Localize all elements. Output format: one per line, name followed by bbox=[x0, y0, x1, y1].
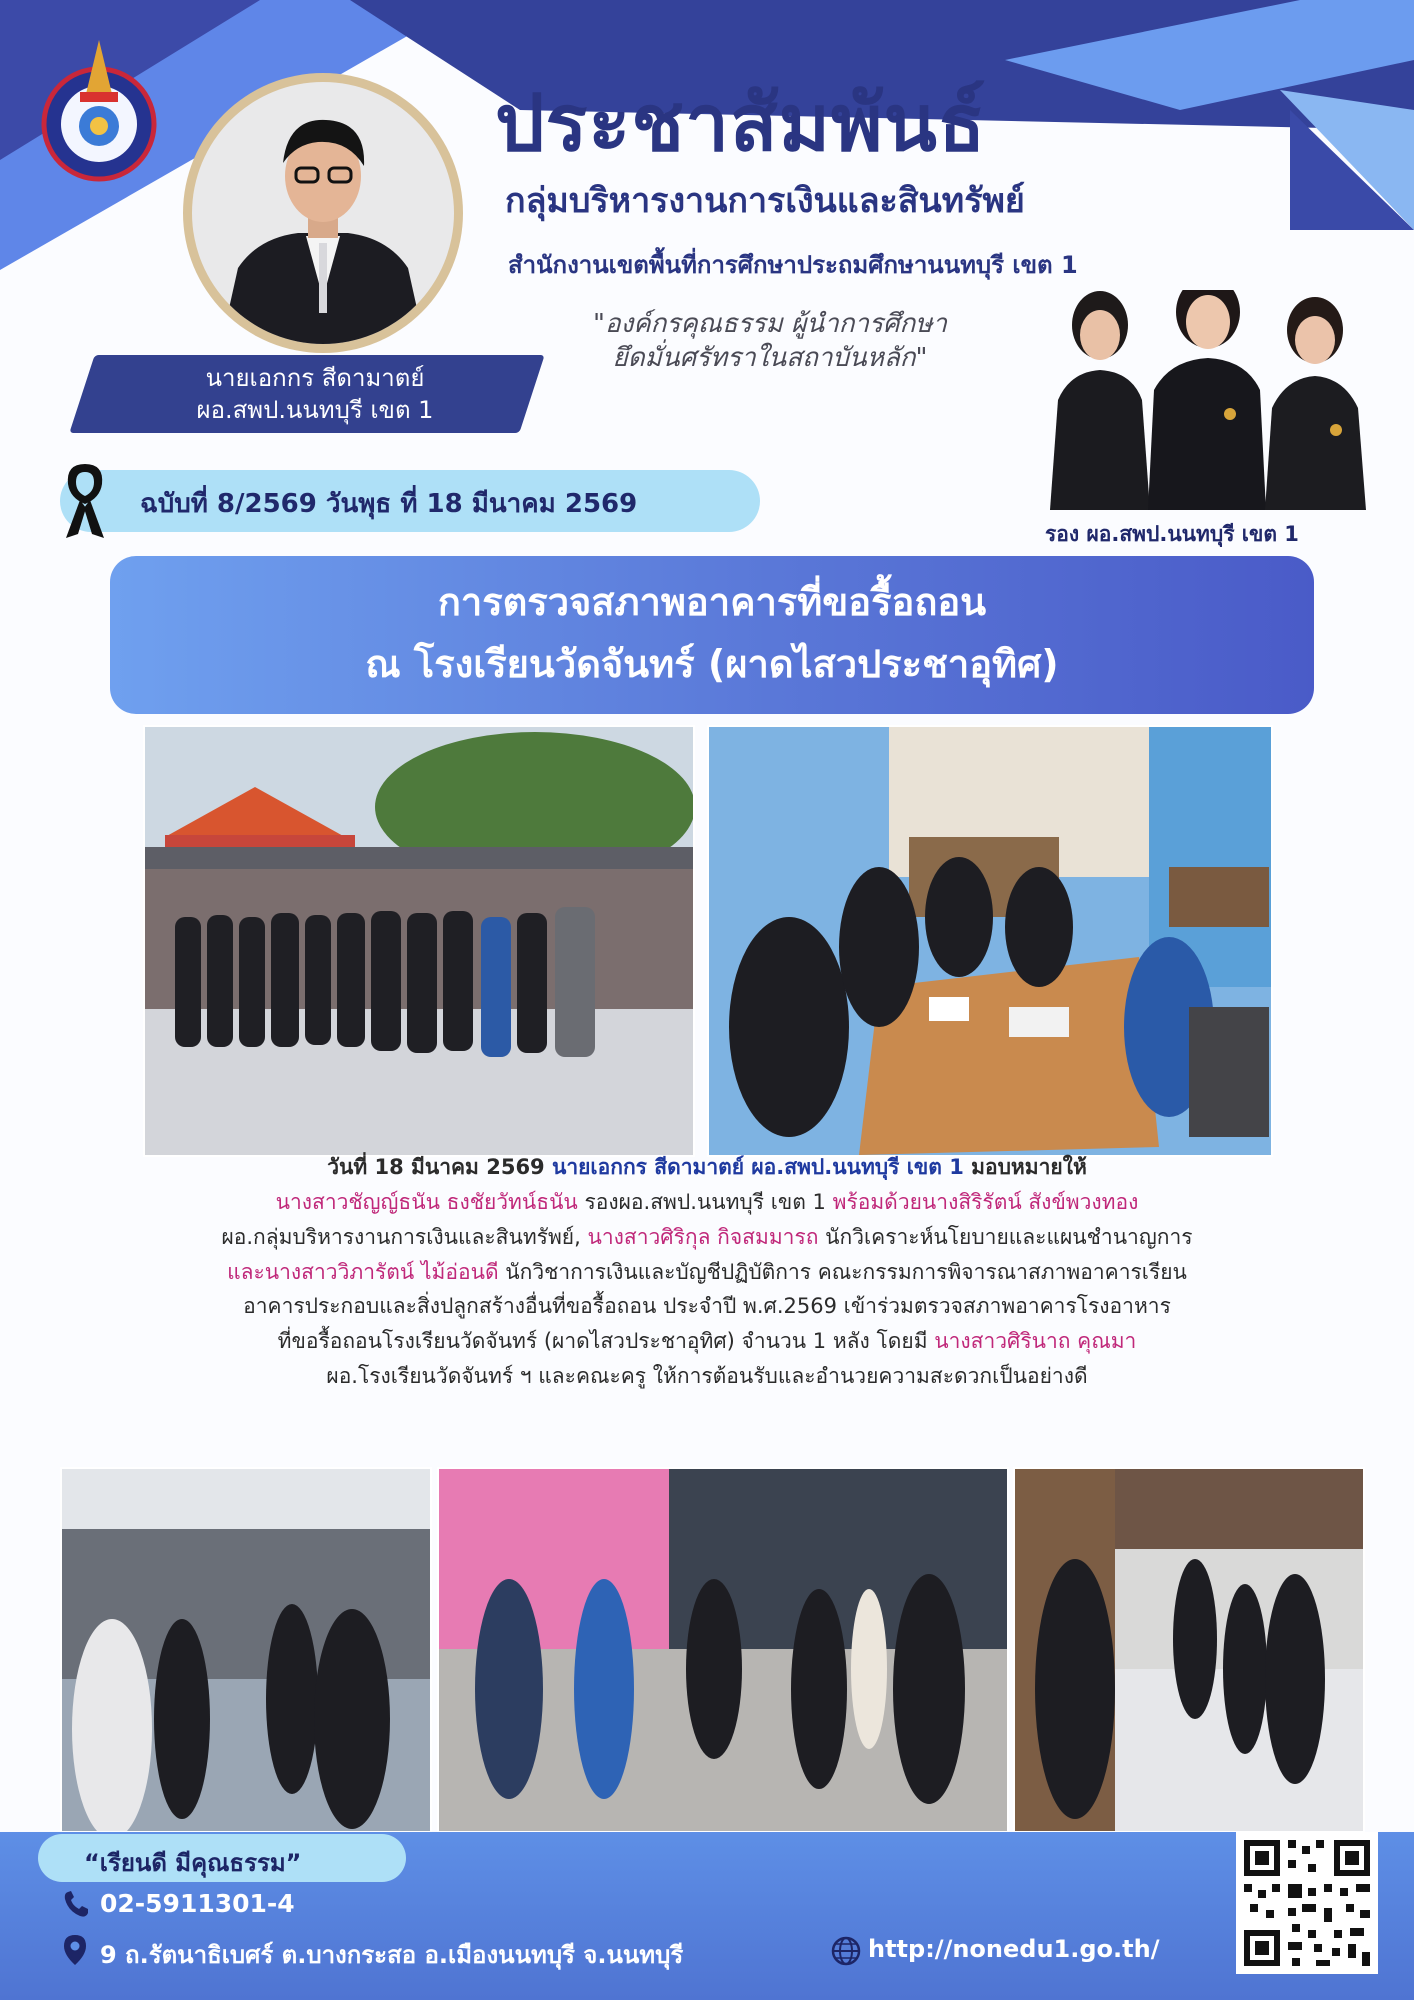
motto bbox=[560, 308, 980, 376]
deputies-photo bbox=[1040, 290, 1380, 510]
deputies-caption: รอง ผอ.สพป.นนทบุรี เขต 1 bbox=[1045, 522, 1299, 546]
inspection-photo-3 bbox=[1013, 1467, 1365, 1833]
office-name: สำนักงานเขตพื้นที่การศึกษาประถมศึกษานนทบุรี เขต 1 bbox=[508, 251, 1078, 279]
director-name: นายเอกกร สีดามาตย์ bbox=[205, 364, 425, 392]
body-welcome: ผอ.โรงเรียนวัดจันทร์ ฯ และคณะครู ให้การต้อนรับและอำนวยความสะดวกเป็นอย่างดี bbox=[326, 1364, 1088, 1389]
body-director: นายเอกกร สีดามาตย์ ผอ.สพป.นนทบุรี เขต 1 bbox=[551, 1155, 964, 1179]
director-nameplate bbox=[110, 362, 520, 427]
phone-icon bbox=[62, 1889, 90, 1919]
address: 9 ถ.รัตนาธิเบศร์ ต.บางกระสอ อ.เมืองนนทบุรี จ.นนทบุรี bbox=[100, 1941, 684, 1969]
article-body bbox=[60, 1150, 1354, 1394]
phone-number[interactable]: 02-5911301-4 bbox=[100, 1889, 295, 1918]
body-analyst-name: นางสาวศิริกุล กิจสมมารถ bbox=[587, 1224, 819, 1249]
location-pin-icon bbox=[62, 1933, 88, 1967]
inspection-photo-1 bbox=[60, 1467, 432, 1833]
body-deputy-name: นางสาวชัญญ์ธนัน ธงชัยวัทน์ธนัน bbox=[275, 1189, 578, 1214]
mourning-ribbon-icon bbox=[60, 458, 110, 540]
body-committee: นักวิชาการเงินและบัญชีปฏิบัติการ คณะกรรมการพิจารณาสภาพอาคารเรียน bbox=[498, 1259, 1187, 1284]
body-assign: มอบหมายให้ bbox=[963, 1155, 1087, 1179]
body-analyst-position: นักวิเคราะห์นโยบายและแผนชำนาญการ bbox=[818, 1224, 1193, 1249]
body-school: ที่ขอรื้อถอนโรงเรียนวัดจันทร์ (ผาดไสวประชาอุทิศ) จำนวน 1 หลัง โดยมี bbox=[277, 1329, 935, 1354]
qr-code[interactable] bbox=[1236, 1832, 1378, 1974]
body-inspection: อาคารประกอบและสิ่งปลูกสร้างอื่นที่ขอรื้อถอน ประจำปี พ.ศ.2569 เข้าร่วมตรวจสภาพอาคารโรงอาหาร bbox=[243, 1294, 1171, 1319]
group-photo bbox=[143, 725, 695, 1157]
motto-line-2: ยึดมั่นศรัทราในสถาบันหลัก" bbox=[612, 342, 928, 373]
office-logo bbox=[34, 34, 164, 184]
globe-icon bbox=[830, 1935, 862, 1967]
body-finance-head: ผอ.กลุ่มบริหารงานการเงินและสินทรัพย์, bbox=[221, 1224, 588, 1249]
meeting-photo bbox=[707, 725, 1273, 1157]
body-date: วันที่ 18 มีนาคม 2569 bbox=[327, 1155, 552, 1179]
body-officer-name: และนางสาววิภารัตน์ ไม้อ่อนดี bbox=[227, 1259, 499, 1284]
motto-line-1: "องค์กรคุณธรรม ผู้นำการศึกษา bbox=[593, 309, 947, 339]
inspection-photo-2 bbox=[437, 1467, 1009, 1833]
website-link[interactable]: http://nonedu1.go.th/ bbox=[868, 1935, 1160, 1963]
headline-line-1: การตรวจสภาพอาคารที่ขอรื้อถอน bbox=[437, 580, 987, 624]
body-with-name: พร้อมด้วยนางสิริรัตน์ สังข์พวงทอง bbox=[832, 1189, 1139, 1214]
page-title: ประชาสัมพันธ์ bbox=[495, 79, 987, 169]
issue-text: ฉบับที่ 8/2569 วันพุธ ที่ 18 มีนาคม 2569 bbox=[140, 489, 638, 519]
body-principal-name: นางสาวศิรินาถ คุณมา bbox=[934, 1329, 1137, 1354]
department-title: กลุ่มบริหารงานการเงินและสินทรัพย์ bbox=[505, 181, 1025, 221]
headline-line-2: ณ โรงเรียนวัดจันทร์ (ผาดไสวประชาอุทิศ) bbox=[365, 641, 1059, 686]
slogan: “เรียนดี มีคุณธรรม” bbox=[84, 1849, 302, 1877]
headline bbox=[110, 572, 1314, 695]
body-deputy-position: รองผอ.สพป.นนทบุรี เขต 1 bbox=[577, 1189, 833, 1214]
director-photo bbox=[178, 68, 468, 358]
director-position: ผอ.สพป.นนทบุรี เขต 1 bbox=[196, 396, 434, 425]
